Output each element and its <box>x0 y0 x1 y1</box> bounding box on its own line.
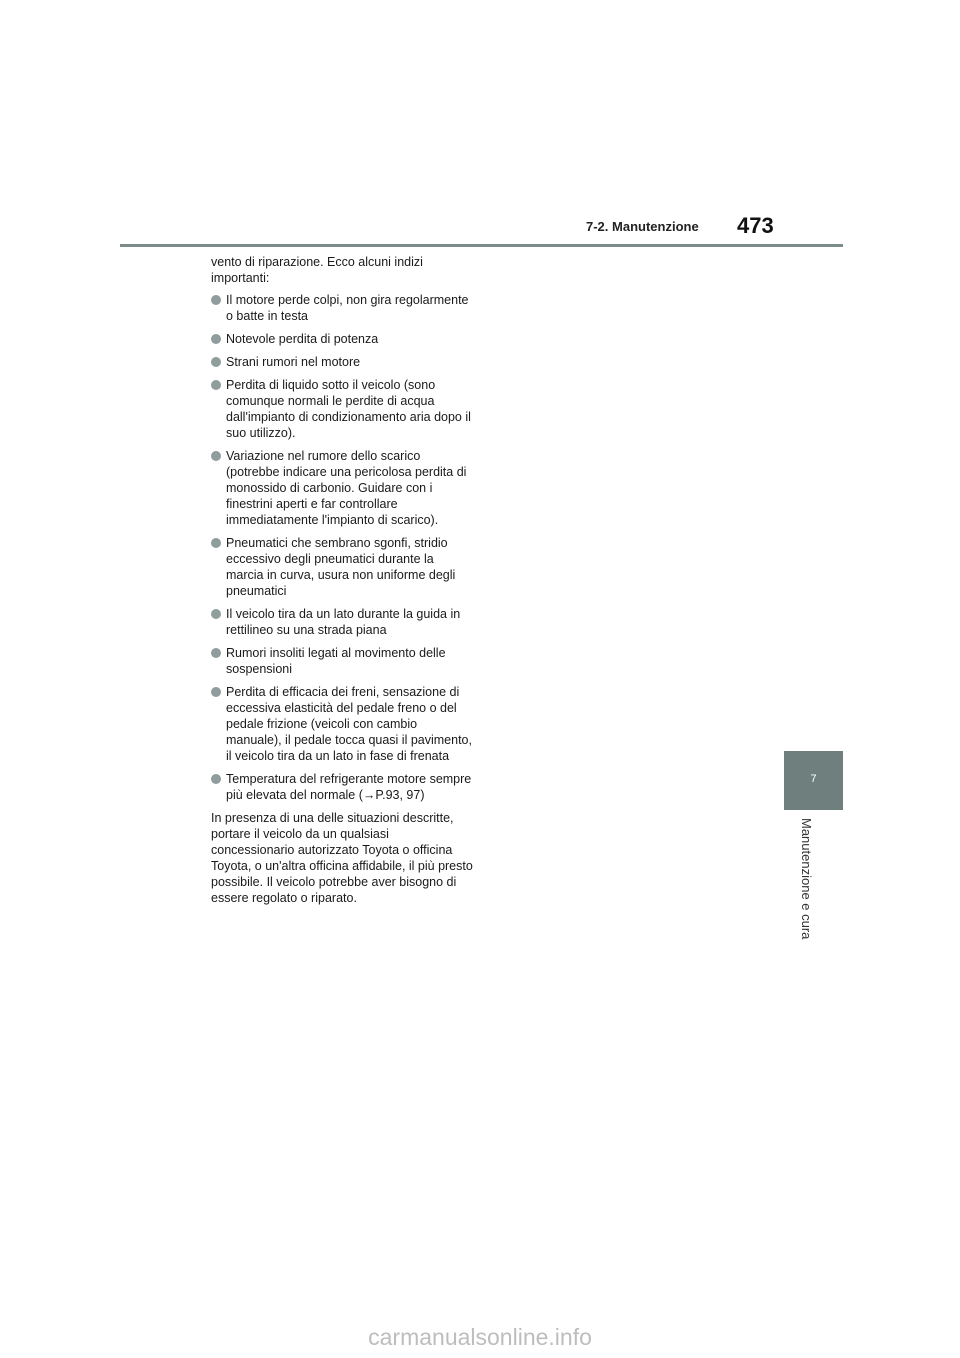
list-item <box>211 331 473 347</box>
bullet-icon <box>211 451 221 461</box>
watermark: carmanualsonline.info <box>368 1324 592 1350</box>
bullet-icon <box>211 648 221 658</box>
list-item <box>211 292 473 324</box>
chapter-tab-number: 7 <box>810 773 817 785</box>
list-item <box>211 448 473 528</box>
list-item-text: Rumori insoliti legati al movimento delle sospensioni <box>226 646 446 676</box>
list-item-text: Il motore perde colpi, non gira regolarmente o batte in testa <box>226 293 469 323</box>
list-item-text: Variazione nel rumore dello scarico (potrebbe indicare una pericolosa perdita di monossido di carbonio. Guidare con i finestrini aperti e far controllare immediatamente l'impianto di scarico). <box>226 449 467 527</box>
chapter-tab-label: Manutenzione e cura <box>799 818 814 940</box>
list-item <box>211 606 473 638</box>
bullet-icon <box>211 380 221 390</box>
list-item <box>211 684 473 764</box>
bullet-icon <box>211 295 221 305</box>
bullet-icon <box>211 687 221 697</box>
bullet-icon <box>211 774 221 784</box>
bullet-icon <box>211 538 221 548</box>
header-rule <box>120 244 843 247</box>
bullet-icon <box>211 609 221 619</box>
closing-paragraph: In presenza di una delle situazioni descritte, portare il veicolo da un qualsiasi concessionario autorizzato Toyota o officina Toyota, o un'altra officina affidabile, il più presto possibile. Il veicolo potrebbe aver bisogno di essere regolato o riparato. <box>211 811 473 905</box>
bullet-icon <box>211 357 221 367</box>
page-number: 473 <box>737 213 774 238</box>
list-item-text: Pneumatici che sembrano sgonfi, stridio eccessivo degli pneumatici durante la marcia in curva, usura non uniforme degli pneumatici <box>226 536 456 598</box>
section-header: 7-2. Manutenzione <box>586 219 699 234</box>
chapter-tab <box>784 751 843 810</box>
list-item-text: Perdita di efficacia dei freni, sensazione di eccessiva elasticità del pedale freno o del pedale frizione (veicoli con cambio manuale), il pedale tocca quasi il pavimento, il veicolo tira da un lato in fase di frenata <box>226 685 472 763</box>
bullet-icon <box>211 334 221 344</box>
list-item <box>211 377 473 441</box>
list-item-text: Temperatura del refrigerante motore sempre più elevata del normale (→P.93, 97) <box>226 772 472 802</box>
list-item-text: Il veicolo tira da un lato durante la guida in rettilineo su una strada piana <box>226 607 461 637</box>
list-item-text: Notevole perdita di potenza <box>226 332 379 346</box>
list-item <box>211 771 473 803</box>
intro-paragraph: vento di riparazione. Ecco alcuni indizi importanti: <box>211 255 423 285</box>
list-item <box>211 535 473 599</box>
list-item <box>211 354 473 370</box>
list-item-text: Perdita di liquido sotto il veicolo (sono comunque normali le perdite di acqua dall'impianto di condizionamento aria dopo il suo utilizzo). <box>226 378 471 440</box>
body-text <box>211 254 473 906</box>
list-item-text: Strani rumori nel motore <box>226 355 361 369</box>
list-item <box>211 645 473 677</box>
